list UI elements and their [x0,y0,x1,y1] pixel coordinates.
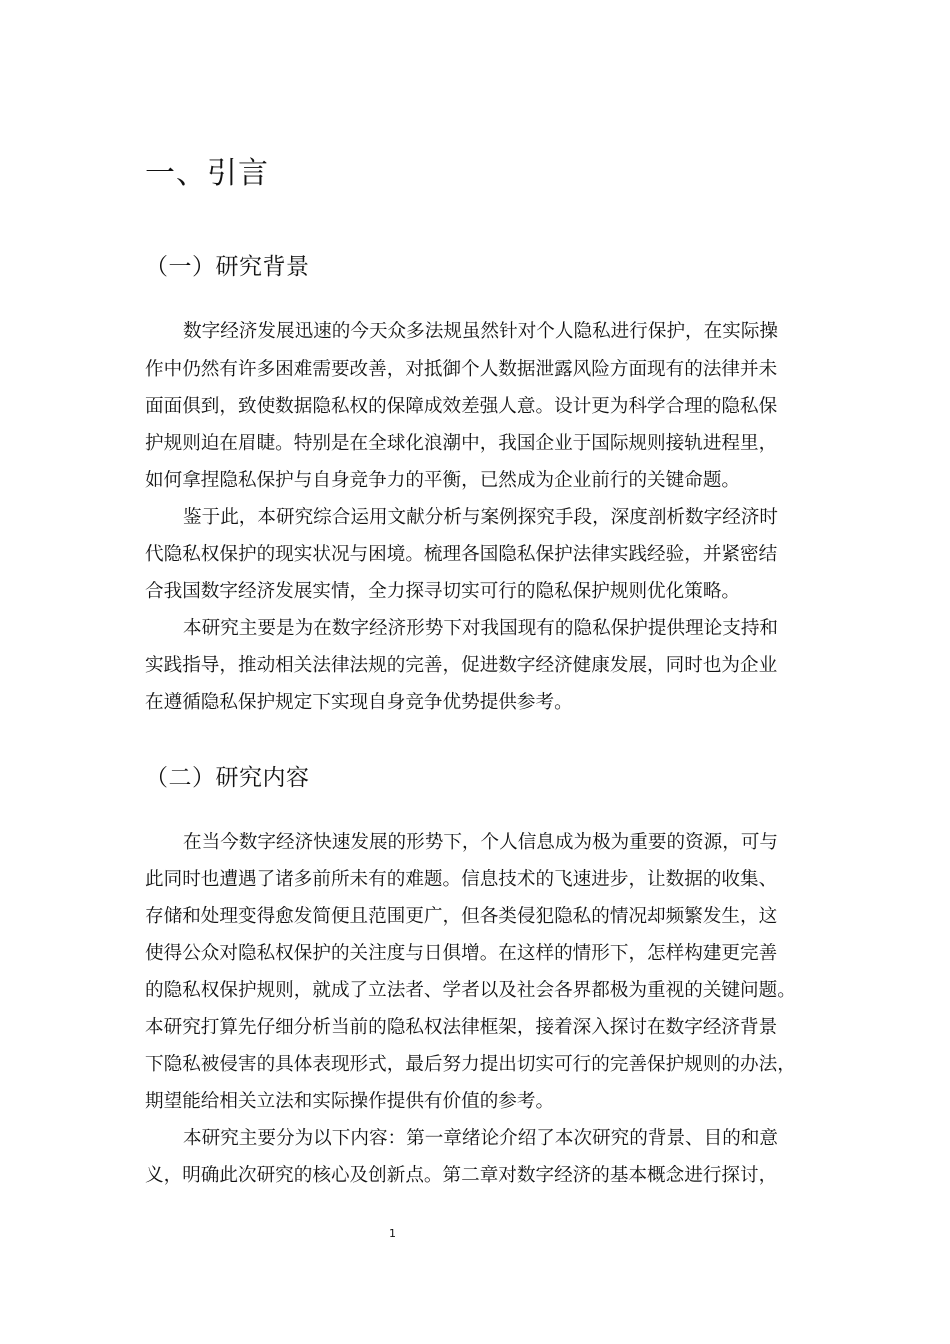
text-line: 期望能给相关立法和实际操作提供有价值的参考。 [145,1091,555,1112]
chapter-heading: 一、引言 [145,156,269,191]
text-line: 在遵循隐私保护规定下实现自身竞争优势提供参考。 [145,692,573,713]
page-number: 1 [389,1227,396,1240]
text-line: 此同时也遭遇了诸多前所未有的难题。信息技术的飞速进步，让数据的收集、 [145,869,778,890]
section-heading-content: （二）研究内容 [145,765,310,791]
text-line: 本研究主要是为在数字经济形势下对我国现有的隐私保护提供理论支持和 [183,618,779,639]
text-line: 使得公众对隐私权保护的关注度与日俱增。在这样的情形下，怎样构建更完善 [145,943,778,964]
section-heading-background: （一）研究背景 [145,254,310,280]
text-line: 义，明确此次研究的核心及创新点。第二章对数字经济的基本概念进行探讨， [145,1165,778,1186]
text-line: 存储和处理变得愈发简便且范围更广，但各类侵犯隐私的情况却频繁发生，这 [145,906,778,927]
text-line: 合我国数字经济发展实情，全力探寻切实可行的隐私保护规则优化策略。 [145,581,741,602]
text-line: 代隐私权保护的现实状况与困境。梳理各国隐私保护法律实践经验，并紧密结 [145,544,778,565]
text-line: 的隐私权保护规则，就成了立法者、学者以及社会各界都极为重视的关键问题。 [145,980,796,1001]
text-line: 实践指导，推动相关法律法规的完善，促进数字经济健康发展，同时也为企业 [145,655,778,676]
text-line: 本研究主要分为以下内容：第一章绪论介绍了本次研究的背景、目的和意 [183,1128,779,1149]
text-line: 作中仍然有许多困难需要改善，对抵御个人数据泄露风险方面现有的法律并未 [145,359,778,380]
text-line: 下隐私被侵害的具体表现形式，最后努力提出切实可行的完善保护规则的办法， [145,1054,796,1075]
text-line: 如何拿捏隐私保护与自身竞争力的平衡，已然成为企业前行的关键命题。 [145,470,741,491]
text-line: 本研究打算先仔细分析当前的隐私权法律框架，接着深入探讨在数字经济背景 [145,1017,778,1038]
text-line: 鉴于此，本研究综合运用文献分析与案例探究手段，深度剖析数字经济时 [183,507,779,528]
text-line: 数字经济发展迅速的今天众多法规虽然针对个人隐私进行保护，在实际操 [183,321,779,342]
text-line: 护规则迫在眉睫。特别是在全球化浪潮中，我国企业于国际规则接轨进程里， [145,433,778,454]
text-line: 面面俱到，致使数据隐私权的保障成效差强人意。设计更为科学合理的隐私保 [145,396,778,417]
text-line: 在当今数字经济快速发展的形势下，个人信息成为极为重要的资源，可与 [183,832,779,853]
